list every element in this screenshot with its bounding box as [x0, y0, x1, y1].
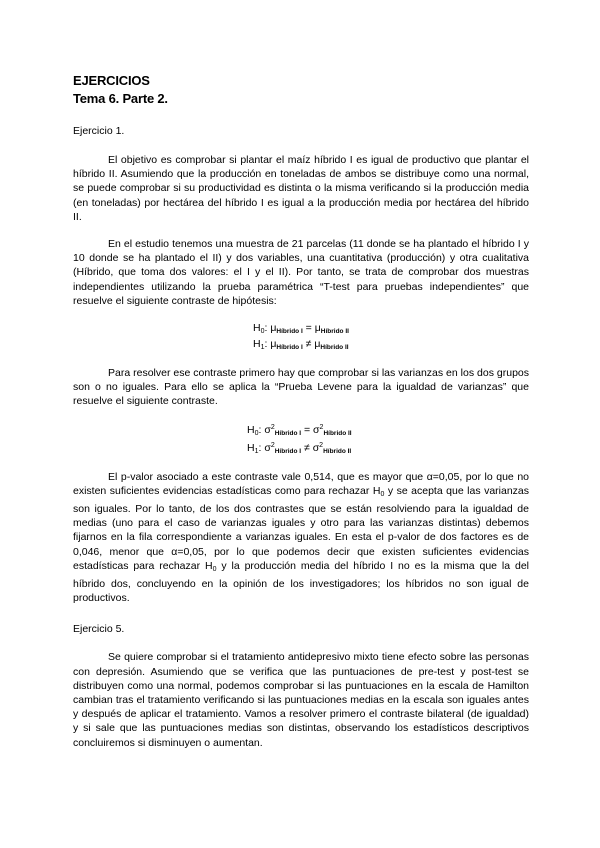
- topic-heading: Tema 6. Parte 2.: [73, 91, 168, 106]
- exercise-1-title: Ejercicio 1.: [73, 125, 125, 137]
- null-hypothesis-means: $H_0$: $\mu_{Híbrido I} = \mu_{Híbrido II}$: [253, 322, 349, 336]
- alternative-hypothesis-variances: $H_1$: $\sigma^2_{Híbrido I} \ne \sigma^2_{Híbrido II}$: [247, 441, 352, 455]
- null-hypothesis-variances: $H_0$: $\sigma^2_{Híbrido I} = \sigma^2_{Híbrido II}$: [247, 423, 352, 437]
- exercise-1-paragraph-1: El objetivo es comprobar si plantar el maíz híbrido I es igual de productivo que plantar el híbrido II. Asumiendo que la producción en toneladas de ambos se distribuye como una normal, se puede comprobar si su productividad es distinta o la misma verificando si la producción media (en toneladas) por hectárea del híbrido I es igual a la producción media por hectárea del híbrido II.: [73, 154, 529, 223]
- exercise-1-paragraph-3: Para resolver ese contraste primero hay que comprobar si las varianzas en los dos grupos son o no iguales. Para ello se aplica la “Prueba Levene para la igualdad de varianzas” que resuelve el siguiente contraste.: [73, 367, 529, 408]
- document-page: [73, 72, 529, 750]
- mean-hypotheses: [73, 322, 529, 354]
- document-heading: EJERCICIOS: [73, 73, 150, 88]
- exercise-1-paragraph-4: El p-valor asociado a este contraste vale 0,514, que es mayor que α=0,05, por lo que no existen suficientes evidencias estadísticas como para rechazar $H_0$ y se acepta que las varianzas son iguales. Por lo tanto, de los dos contrastes que se están resolviendo para la igualdad de medias (uno para el caso de varianzas iguales y otro para las varianzas distintas) debemos fijarnos en la fila correspondiente a varianzas iguales. En esta el p-valor de dos factores es de 0,046, menor que α=0,05, por lo que podemos decir que existen suficientes evidencias estadísticas para rechazar $H_0$ y la producción media del híbrido I no es la misma que la del híbrido dos, concluyendo en la opinión de los investigadores; los híbridos no son igual de productivos.: [73, 470, 530, 605]
- exercise-1-paragraph-2: En el estudio tenemos una muestra de 21 parcelas (11 donde se ha plantado el híbrido I y 10 donde se ha plantado el II) y dos variables, una cuantitativa (producción) y otra cualitativa (Híbrido, que toma dos valores: el I y el II). Por tanto, se trata de comprobar dos muestras independientes utilizando la prueba paramétrica “T-test para pruebas independientes” que resuelve el siguiente contraste de hipótesis:: [73, 238, 529, 307]
- exercise-5-title: Ejercicio 5.: [73, 623, 125, 636]
- exercise-5-paragraph-1: Se quiere comprobar si el tratamiento antidepresivo mixto tiene efecto sobre las personas con depresión. Asumiendo que se verifica que las puntuaciones de pre-test y post-test se distribuyen como una normal, podemos comprobar si las puntuaciones en la escala de Hamilton cambian tras el tratamiento verificando si las puntuaciones medias en la escala son iguales antes y después de aplicar el tratamiento. Vamos a resolver primero el contraste bilateral (de igualdad) y si sale que las puntuaciones medias son distintas, observando los estadísticos descriptivos concluiremos si disminuyen o aumentan.: [73, 651, 529, 749]
- variance-hypotheses: [73, 422, 529, 458]
- alternative-hypothesis-means: $H_1$: $\mu_{Híbrido I} \ne \mu_{Híbrido II}$: [253, 338, 349, 352]
